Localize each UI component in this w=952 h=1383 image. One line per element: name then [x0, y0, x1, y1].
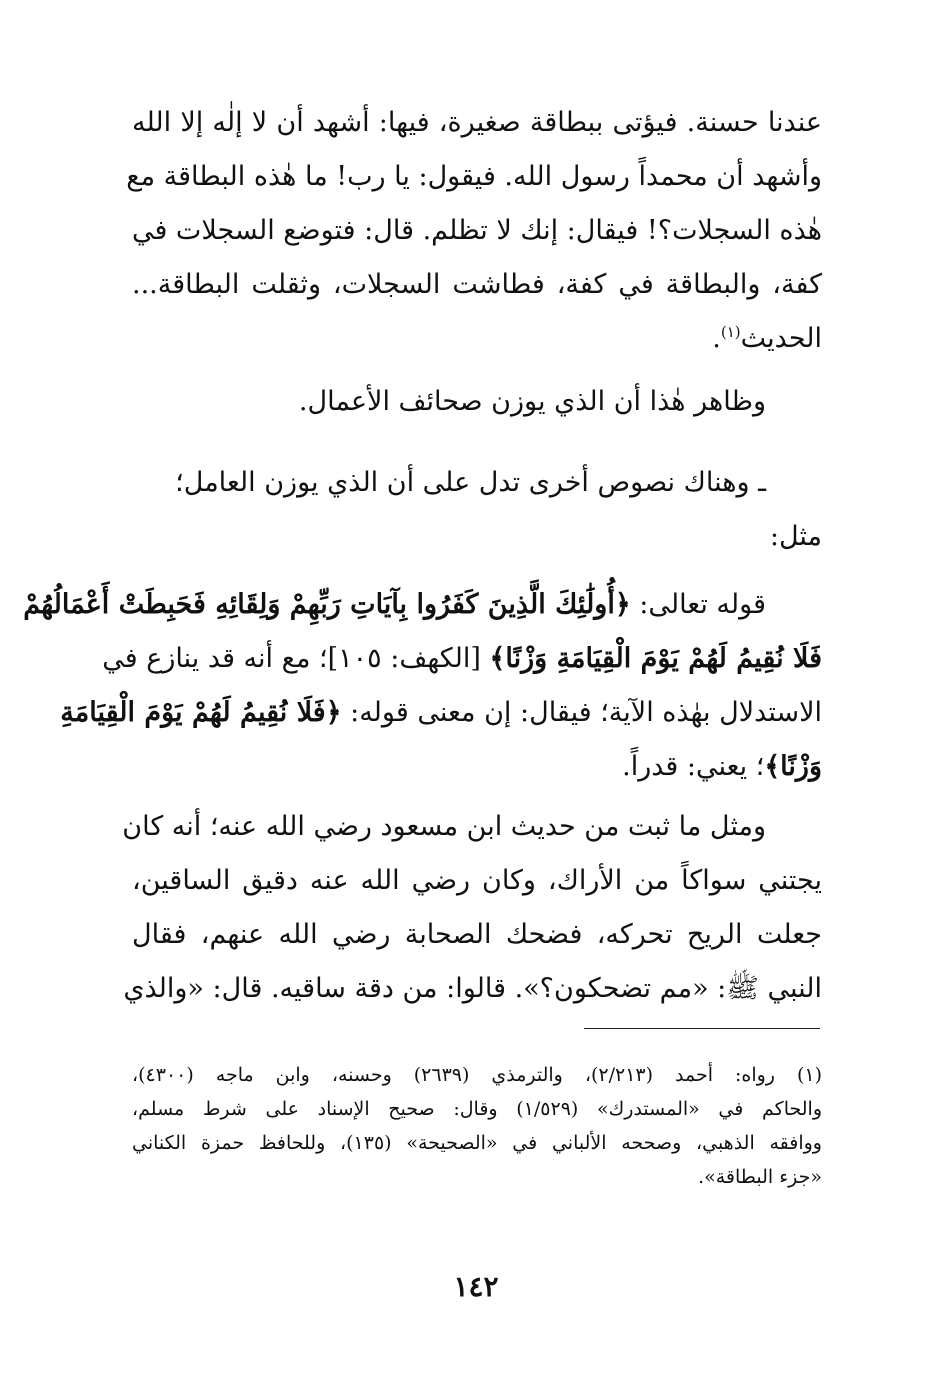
- paragraph-hadith-bitaqa: [126, 96, 822, 366]
- text-line: مثل:: [769, 521, 822, 552]
- text-span: ؛ يعني: قدراً.: [622, 751, 765, 782]
- paragraph-ibn-masud: [122, 800, 822, 1016]
- text-line: [102, 632, 822, 686]
- text-line: هٰذه السجلات؟! فيقال: إنك لا تظلم. قال: فتوضع السجلات في: [131, 215, 822, 246]
- text-line: [23, 578, 822, 632]
- footnote-section: [132, 1058, 822, 1194]
- quran-verse-text: ﴿أُولَٰئِكَ الَّذِينَ كَفَرُوا بِآيَاتِ رَبِّهِمْ وَلِقَائِهِ فَحَبِطَتْ أَعْمَالُهُمْ: [23, 589, 631, 620]
- text-line: ـ وهناك نصوص أخرى تدل على أن الذي يوزن العامل؛: [175, 467, 766, 498]
- text-line: [60, 686, 822, 740]
- paragraph-other-texts: [132, 456, 822, 564]
- text-line: [132, 312, 822, 366]
- paragraph-quran-verse: [23, 578, 822, 794]
- text-line: جعلت الريح تحركه، فضحك الصحابة رضي الله عنهم، فقال: [132, 919, 822, 950]
- footnote-line: ووافقه الذهبي، وصححه الألباني في «الصحيحة» (١٣٥)، وللحافظ حمزة الكناني: [132, 1132, 822, 1154]
- quran-verse-text: فَلَا نُقِيمُ لَهُمْ يَوْمَ الْقِيَامَةِ وَزْنًا﴾: [489, 643, 822, 674]
- text-line: النبي ﷺ: «مم تضحكون؟». قالوا: من دقة ساقيه. قال: «والذي: [123, 973, 822, 1004]
- text-span: قوله تعالى:: [630, 589, 766, 620]
- text-line: يجتني سواكاً من الأراك، وكان رضي الله عنه دقيق الساقين،: [132, 865, 822, 896]
- text-line: كفة، والبطاقة في كفة، فطاشت السجلات، وثقلت البطاقة...: [132, 269, 822, 300]
- footnote-line: «جزء البطاقة».: [698, 1166, 822, 1188]
- text-line: وأشهد أن محمداً رسول الله. فيقول: يا رب! ما هٰذه البطاقة مع: [126, 161, 822, 192]
- footnote-line: والحاكم في «المستدرك» (١/٥٢٩) وقال: صحيح الإسناد على شرط مسلم،: [132, 1098, 822, 1120]
- text-span: الاستدلال بهٰذه الآية؛ فيقال: إن معنى قوله:: [341, 697, 822, 728]
- footnote-reference: (١): [720, 323, 741, 341]
- text-line: ومثل ما ثبت من حديث ابن مسعود رضي الله عنه؛ أنه كان: [122, 811, 766, 842]
- quran-verse-text: وَزْنًا﴾: [764, 751, 822, 782]
- footnote-separator: [584, 1028, 820, 1029]
- text-span: [الكهف: ١٠٥]؛ مع أنه قد ينازع في: [102, 643, 490, 674]
- text-line: [132, 740, 822, 794]
- page-number: ١٤٢: [453, 1270, 499, 1303]
- text-word: الحديث: [740, 323, 822, 354]
- paragraph-weighing-records: [132, 375, 822, 429]
- text-line: وظاهر هٰذا أن الذي يوزن صحائف الأعمال.: [298, 386, 766, 417]
- quran-verse-text: ﴿فَلَا نُقِيمُ لَهُمْ يَوْمَ الْقِيَامَةِ: [60, 697, 342, 728]
- punctuation: .: [712, 323, 721, 354]
- text-line: عندنا حسنة. فيؤتى ببطاقة صغيرة، فيها: أشهد أن لا إلٰه إلا الله: [132, 107, 822, 138]
- footnote-line: (١) رواه: أحمد (٢/٢١٣)، والترمذي (٢٦٣٩) وحسنه، وابن ماجه (٤٣٠٠)،: [132, 1064, 822, 1086]
